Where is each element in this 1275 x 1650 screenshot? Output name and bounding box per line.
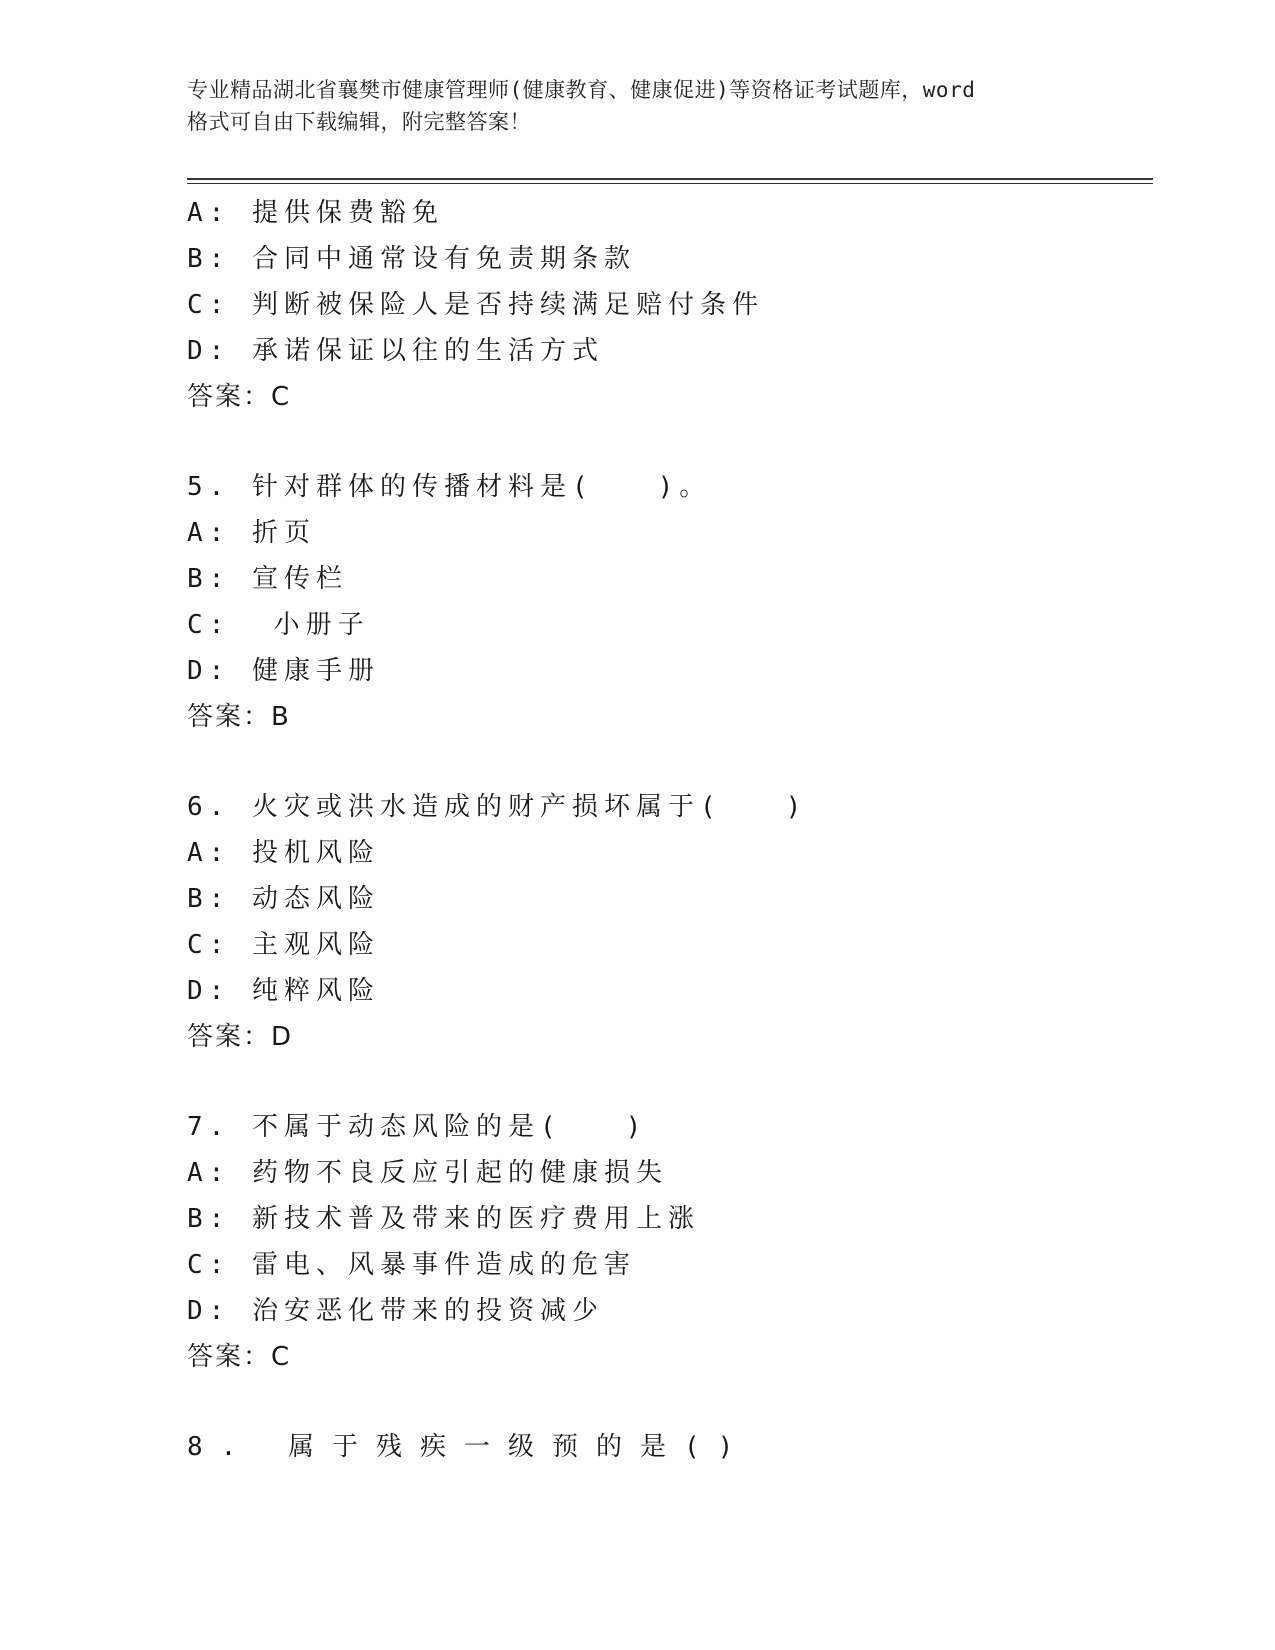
- question-stem: 6. 火灾或洪水造成的财产损坏属于( ): [187, 792, 808, 822]
- question-block: [187, 784, 1147, 1060]
- option-c: C: 判断被保险人是否持续满足赔付条件: [187, 290, 764, 320]
- answer-line: 答案：D: [187, 1022, 294, 1052]
- question-stem: 7. 不属于动态风险的是( ): [187, 1112, 648, 1142]
- option-b: B: 宣传栏: [187, 564, 348, 594]
- option-a: A: 药物不良反应引起的健康损失: [187, 1158, 668, 1188]
- option-a: A: 提供保费豁免: [187, 198, 444, 228]
- header-divider-thick: [187, 178, 1153, 180]
- option-d: D: 治安恶化带来的投资减少: [187, 1296, 604, 1326]
- option-a: A: 折页: [187, 518, 316, 548]
- option-d: D: 纯粹风险: [187, 976, 380, 1006]
- question-block: [187, 1424, 1147, 1470]
- option-d: D: 承诺保证以往的生活方式: [187, 336, 604, 366]
- question-stem: 8. 属于残疾一级预的是(): [187, 1432, 752, 1462]
- header-line-2: 格式可自由下载编辑，附完整答案！: [187, 110, 531, 134]
- option-d: D: 健康手册: [187, 656, 380, 686]
- question-list: [187, 190, 1147, 1470]
- document-header: [187, 74, 1087, 138]
- question-block: [187, 1104, 1147, 1380]
- header-divider-thin: [187, 183, 1153, 184]
- spacer: [187, 420, 1147, 464]
- header-line-1: 专业精品湖北省襄樊市健康管理师(健康教育、健康促进)等资格证考试题库，word: [187, 78, 976, 102]
- spacer: [187, 740, 1147, 784]
- answer-line: 答案：C: [187, 382, 292, 412]
- option-c: C: 小册子: [187, 610, 370, 640]
- spacer: [187, 1380, 1147, 1424]
- question-block: [187, 190, 1147, 420]
- option-a: A: 投机风险: [187, 838, 380, 868]
- question-block: [187, 464, 1147, 740]
- option-c: C: 主观风险: [187, 930, 380, 960]
- question-stem: 5. 针对群体的传播材料是( )。: [187, 472, 712, 502]
- option-c: C: 雷电、风暴事件造成的危害: [187, 1250, 636, 1280]
- option-b: B: 合同中通常设有免责期条款: [187, 244, 636, 274]
- answer-line: 答案：B: [187, 702, 291, 732]
- option-b: B: 新技术普及带来的医疗费用上涨: [187, 1204, 700, 1234]
- option-b: B: 动态风险: [187, 884, 380, 914]
- answer-line: 答案：C: [187, 1342, 292, 1372]
- spacer: [187, 1060, 1147, 1104]
